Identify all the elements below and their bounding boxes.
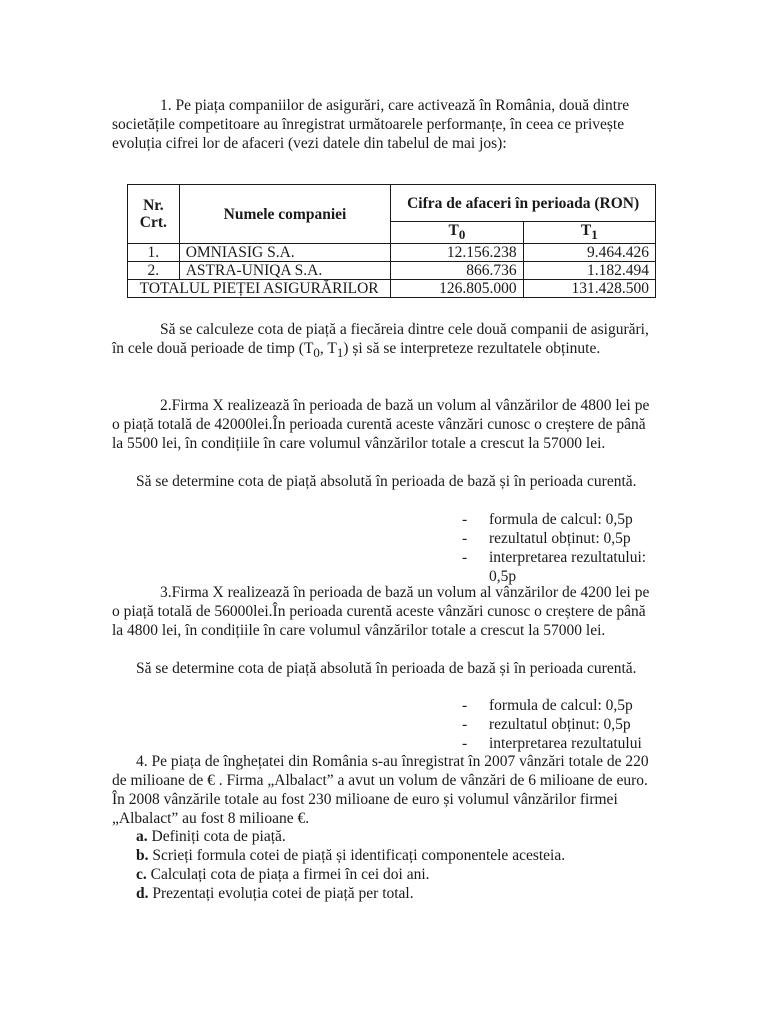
total-label: TOTALUL PIEȚEI ASIGURĂRILOR: [128, 280, 391, 298]
row-t0: 12.156.238: [391, 244, 523, 262]
row-company: OMNIASIG S.A.: [179, 244, 391, 262]
row-t1: 1.182.494: [523, 262, 655, 280]
total-t0: 126.805.000: [391, 280, 523, 298]
row-nr: 1.: [128, 244, 180, 262]
list-item: - formula de calcul: 0,5p: [462, 697, 633, 714]
header-turnover: Cifra de afaceri în perioada (RON): [391, 185, 656, 222]
header-t0: $T_0$: [391, 222, 523, 244]
list-item: c. Calculați cota de piața a firmei în cei doi ani.: [136, 866, 430, 883]
table-row: [128, 262, 656, 280]
header-t1: $T_1$: [523, 222, 655, 244]
list-item: b. Scrieți formula cotei de piață și identificați componentele acesteia.: [136, 847, 566, 864]
total-t1: 131.428.500: [523, 280, 655, 298]
list-item: - rezultatul obținut: 0,5p: [462, 716, 631, 733]
list-item: - rezultatul obținut: 0,5p: [462, 530, 631, 547]
list-item: - interpretarea rezultatului: 0,5p: [462, 549, 647, 585]
table-row: [128, 244, 656, 262]
list-item: d. Prezentați evoluția cotei de piață per total.: [136, 885, 414, 902]
problem1-question: Să se calculeze cota de piață a fiecăreia dintre cele două companii de asigurări, în cele două perioade de timp ($T_0$, $T_1$) și să se interpreteze rezultatele obținute.: [112, 321, 649, 361]
problem2-text: 2.Firma X realizează în perioada de bază un volum al vânzărilor de 4800 lei pe o piață totală de 42000lei.În perioada curentă aceste vânzări cunosc o creștere de până la 5500 lei, în condițiile în care volumul vânzărilor totale a crescut la 57000 lei.: [112, 397, 650, 452]
table-total-row: [128, 280, 656, 298]
problem4-tasks: [136, 827, 565, 903]
list-item: a. Definiți cota de piață.: [136, 828, 286, 845]
problem1-intro: 1. Pe piața companiilor de asigurări, care activează în România, două dintre societățile competitoare au înregistrat următoarele performanțe, în ceea ce privește evoluția cifrei lor de afaceri (vezi datele din tabelul de mai jos):: [112, 97, 630, 152]
list-item: - interpretarea rezultatului: [462, 735, 642, 752]
problem3-question: Să se determine cota de piață absolută în perioada de bază și în perioada curentă.: [136, 660, 637, 677]
problem2-question: Să se determine cota de piață absolută în perioada de bază și în perioada curentă.: [136, 473, 637, 490]
problem3-bullets: [462, 696, 672, 753]
row-nr: 2.: [128, 262, 180, 280]
problem4-text: 4. Pe piața de înghețatei din România s-au înregistrat în 2007 vânzări totale de 220 de milioane de € . Firma „Albalact” a avut un volum de vânzări de 6 milioane de euro. În 2008 vânzările totale au fost 230 milioane de euro și volumul vânzărilor firmei „Albalact” au fost 8 milioane €.: [112, 753, 649, 827]
problem3-text: 3.Firma X realizează în perioada de bază un volum al vânzărilor de 4200 lei pe o piață totală de 56000lei.În perioada curentă aceste vânzări cunosc o creștere de până la 4800 lei, în condițiile în care volumul vânzărilor totale a crescut la 57000 lei.: [112, 584, 650, 639]
turnover-table: [127, 184, 656, 298]
row-t1: 9.464.426: [523, 244, 655, 262]
row-t0: 866.736: [391, 262, 523, 280]
problem2-bullets: [462, 510, 672, 586]
header-nr: Nr. Crt.: [128, 185, 180, 244]
table-header-row: [128, 185, 656, 222]
header-company: Numele companiei: [179, 185, 391, 244]
row-company: ASTRA-UNIQA S.A.: [179, 262, 391, 280]
list-item: - formula de calcul: 0,5p: [462, 511, 633, 528]
